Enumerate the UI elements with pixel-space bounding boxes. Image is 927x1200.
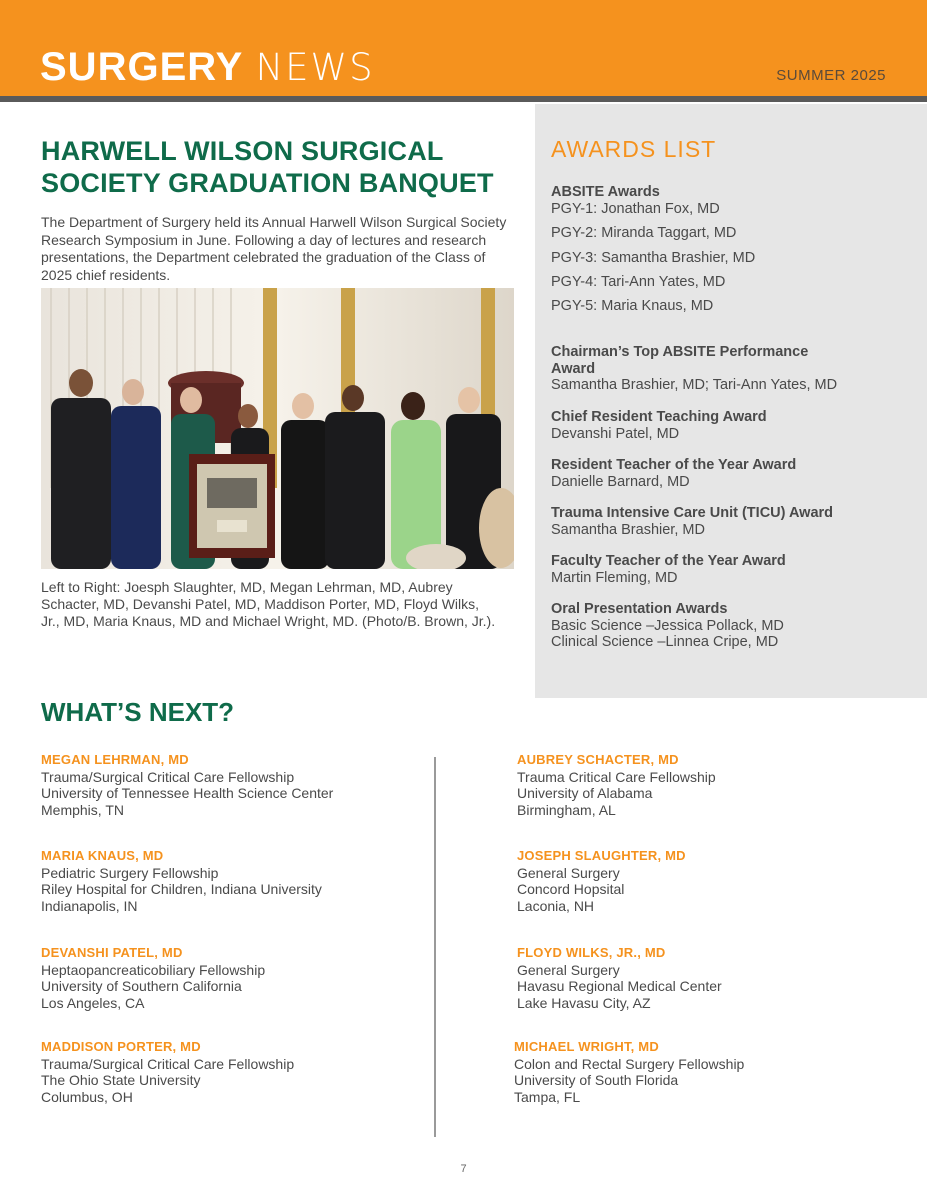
award-entry: [551, 344, 851, 394]
award-recipient: Danielle Barnard, MD: [551, 473, 690, 490]
banquet-photo: [41, 288, 514, 569]
absite-list: [551, 201, 755, 322]
graduate-name: JOSEPH SLAUGHTER, MD: [517, 848, 686, 863]
award-recipient: Basic Science –Jessica Pollack, MD: [551, 617, 784, 634]
absite-item: PGY-3: Samantha Brashier, MD: [551, 249, 756, 266]
graduate-name: AUBREY SCHACTER, MD: [517, 752, 679, 767]
graduate-location: Indianapolis, IN: [41, 898, 138, 915]
photo-caption: Left to Right: Joesph Slaughter, MD, Megan Lehrman, MD, Aubrey Schacter, MD, Devanshi Patel, MD, Maddison Porter, MD, Floyd Wilks, Jr., MD, Maria Knaus, MD and Michael Wright, MD. (Photo/B. Brown, Jr.).: [41, 579, 496, 629]
graduate-institution: University of South Florida: [514, 1072, 679, 1089]
award-recipient: Samantha Brashier, MD: [551, 521, 705, 538]
graduate-location: Birmingham, AL: [517, 802, 616, 819]
award-title: Trauma Intensive Care Unit (TICU) Award: [551, 505, 834, 521]
award-recipient: Devanshi Patel, MD: [551, 425, 680, 442]
headline-line-2: SOCIETY GRADUATION BANQUET: [41, 168, 494, 198]
graduate-entry: [517, 752, 716, 819]
graduate-institution: University of Alabama: [517, 785, 653, 802]
graduate-location: Los Angeles, CA: [41, 995, 145, 1012]
award-title: Chairman’s Top ABSITE Performance Award: [551, 344, 809, 377]
award-title: Resident Teacher of the Year Award: [551, 457, 797, 473]
absite-item: PGY-5: Maria Knaus, MD: [551, 298, 714, 315]
graduate-institution: Concord Hopsital: [517, 881, 625, 898]
graduate-institution: University of Tennessee Health Science Center: [41, 785, 334, 802]
graduate-entry: [41, 945, 265, 1012]
award-entry: [551, 457, 911, 490]
graduate-entry: [41, 752, 333, 819]
award-entry: [551, 505, 911, 538]
graduate-location: Columbus, OH: [41, 1089, 133, 1106]
graduate-program: General Surgery: [517, 864, 620, 881]
column-divider: [434, 757, 436, 1137]
issue-date: SUMMER 2025: [776, 67, 886, 84]
banquet-photo-illustration: [41, 288, 514, 569]
awards-sidebar: [535, 104, 927, 698]
graduate-name: MADDISON PORTER, MD: [41, 1039, 201, 1054]
graduate-location: Lake Havasu City, AZ: [517, 995, 651, 1012]
award-entry: [551, 601, 911, 651]
page-number: 7: [460, 1163, 467, 1175]
graduate-program: Pediatric Surgery Fellowship: [41, 864, 219, 881]
graduate-entry: [41, 848, 322, 915]
graduate-entry: [517, 848, 686, 915]
article-headline: [41, 135, 516, 199]
award-recipient: Clinical Science –Linnea Cripe, MD: [551, 634, 779, 650]
graduate-institution: Riley Hospital for Children, Indiana University: [41, 881, 322, 898]
graduate-name: MICHAEL WRIGHT, MD: [514, 1039, 659, 1054]
header-divider: [0, 96, 927, 102]
graduate-program: Trauma/Surgical Critical Care Fellowship: [41, 768, 295, 785]
award-recipient: Martin Fleming, MD: [551, 569, 678, 586]
award-title: Oral Presentation Awards: [551, 601, 728, 617]
graduate-entry: [41, 1039, 294, 1106]
headline-line-1: HARWELL WILSON SURGICAL: [41, 136, 444, 166]
logo-bold-text: SURGERY: [40, 45, 244, 89]
award-title: Chief Resident Teaching Award: [551, 409, 767, 425]
graduate-institution: Havasu Regional Medical Center: [517, 978, 722, 995]
graduate-program: Trauma/Surgical Critical Care Fellowship: [41, 1055, 295, 1072]
absite-item: PGY-4: Tari-Ann Yates, MD: [551, 273, 726, 290]
award-title: Faculty Teacher of the Year Award: [551, 553, 786, 569]
graduate-institution: University of Southern California: [41, 978, 242, 995]
masthead: [0, 0, 927, 96]
newsletter-logo: [40, 44, 375, 91]
article: [41, 135, 516, 284]
graduate-entry: [517, 945, 722, 1012]
graduate-program: Colon and Rectal Surgery Fellowship: [514, 1055, 745, 1072]
graduate-name: FLOYD WILKS, JR., MD: [517, 945, 666, 960]
awards-title: AWARDS LIST: [551, 136, 717, 162]
graduate-program: General Surgery: [517, 961, 620, 978]
graduate-location: Memphis, TN: [41, 802, 124, 819]
graduate-program: Heptaopancreaticobiliary Fellowship: [41, 961, 266, 978]
graduate-institution: The Ohio State University: [41, 1072, 201, 1089]
graduate-location: Laconia, NH: [517, 898, 595, 915]
whats-next-title: WHAT’S NEXT?: [41, 697, 235, 727]
article-intro: The Department of Surgery held its Annual Harwell Wilson Surgical Society Research Symposium in June. Following a day of lectures and research presentations, the Department celebrated the graduation of the Class of 2025 chief residents.: [41, 214, 507, 283]
graduate-name: MARIA KNAUS, MD: [41, 848, 164, 863]
graduate-location: Tampa, FL: [514, 1089, 581, 1106]
award-entry: [551, 553, 911, 586]
logo-light-text: NEWS: [255, 46, 375, 89]
award-recipient: Samantha Brashier, MD; Tari-Ann Yates, MD: [551, 377, 838, 393]
absite-item: PGY-2: Miranda Taggart, MD: [551, 225, 737, 242]
graduate-name: MEGAN LEHRMAN, MD: [41, 752, 189, 767]
absite-item: PGY-1: Jonathan Fox, MD: [551, 201, 720, 217]
graduate-program: Trauma Critical Care Fellowship: [517, 768, 716, 785]
graduate-entry: [514, 1039, 744, 1106]
award-entry: [551, 409, 911, 442]
graduate-name: DEVANSHI PATEL, MD: [41, 945, 183, 960]
absite-heading: ABSITE Awards: [551, 184, 660, 200]
